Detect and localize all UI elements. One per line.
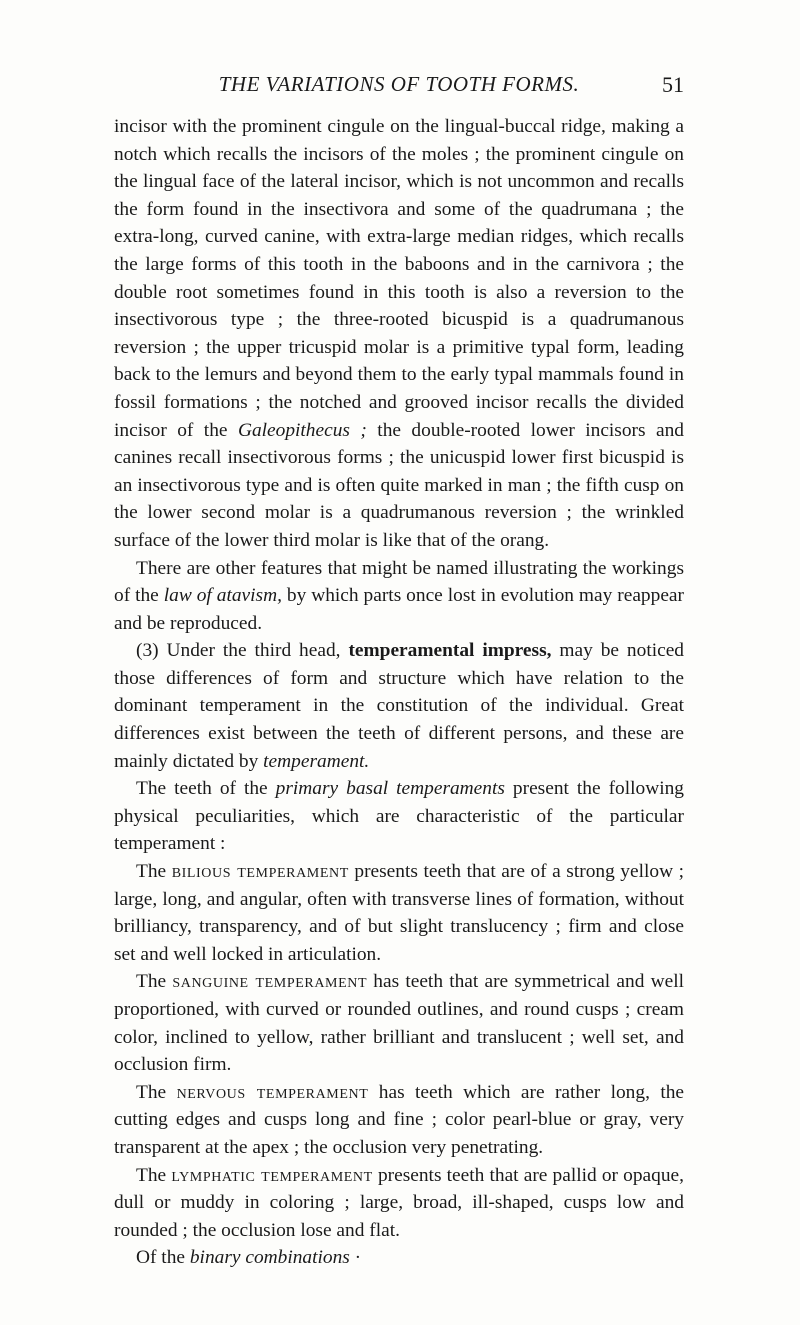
text-run: The <box>136 861 172 883</box>
running-head: THE VARIATIONS OF TOOTH FORMS. <box>218 72 580 96</box>
text-run: the double-rooted lower incisors and canines recall insectivorous forms ; the unicuspid lower first bicuspid is an insectivorous type and is often quite marked in man ; the fifth cusp on the lower second molar is a quadrumanous reversion ; the wrinkled surface of the lower third molar is like that of the orang. <box>114 419 684 551</box>
page-header <box>114 72 684 102</box>
paragraph <box>114 637 684 775</box>
paragraph <box>114 1162 684 1245</box>
paragraph <box>114 775 684 858</box>
small-caps-term: sanguine temperament <box>172 971 368 993</box>
paragraph <box>114 858 684 968</box>
text-run: by which parts once lost in evolution may reappear and be reproduced. <box>114 585 684 634</box>
text-run: presents teeth that are of a strong yellow ; large, long, and angular, often with transverse lines of formation, without brilliancy, transparency, and of but slight translucency ; firm and close set and well locked in articulation. <box>114 861 685 965</box>
small-caps-term: nervous temperament <box>176 1081 369 1103</box>
page-number: 51 <box>662 72 684 97</box>
text-run: may be noticed those differences of form and structure which have relation to the dominant temperament in the constitution of the individual. Great differences exist between the teeth of different persons, and these are mainly dictated by <box>114 640 685 772</box>
italic-term: primary basal temperaments <box>275 778 505 800</box>
text-run: (3) Under the third head, <box>136 640 349 662</box>
text-run: Of the <box>136 1247 190 1269</box>
italic-term: temperament. <box>263 750 370 772</box>
bold-term: temperamental impress, <box>348 640 552 662</box>
paragraph <box>114 113 684 555</box>
text-run: incisor with the prominent cingule on the lingual-buccal ridge, making a notch which recalls the incisors of the moles ; the prominent cingule on the lingual face of the lateral incisor, which is not uncommon and recalls the form found in the insectivora and some of the quadrumana ; the extra-long, curved canine, with extra-large median ridges, which recalls the large forms of this tooth in the baboons and in the carnivora ; the double root sometimes found in this tooth is also a reversion to the insectivorous type ; the three-rooted bicuspid is a quadrumanous reversion ; the upper tricuspid molar is a primitive typal form, leading back to the lemurs and beyond them to the early typal mammals found in fossil formations ; the notched and grooved incisor recalls the divided incisor of the <box>114 116 684 441</box>
text-run: The <box>136 1164 172 1186</box>
italic-term: Galeopithecus ; <box>237 419 367 441</box>
text-run: presents teeth that are pallid or opaque, dull or muddy in coloring ; large, broad, ill-shaped, cusps low and rounded ; the occlusion lose and flat. <box>114 1164 685 1241</box>
text-run: has teeth that are symmetrical and well proportioned, with curved or rounded outlines, and round cusps ; cream color, inclined to yellow, rather brilliant and translucent ; well set, and occlusion firm. <box>114 971 684 1076</box>
text-run: The <box>136 1081 177 1103</box>
text-run: · <box>349 1247 362 1269</box>
body-text <box>114 113 684 1272</box>
paragraph <box>114 968 684 1078</box>
paragraph <box>114 1244 684 1272</box>
text-run: There are other features that might be named illustrating the workings of the <box>114 557 684 607</box>
small-caps-term: lymphatic temperament <box>171 1164 373 1186</box>
text-run: has teeth which are rather long, the cutting edges and cusps long and fine ; color pearl-blue or gray, very transparent at the apex ; the occlusion very penetrating. <box>114 1081 685 1158</box>
small-caps-term: bilious temperament <box>171 861 349 883</box>
text-run: The <box>136 971 173 993</box>
text-run: present the following physical peculiarities, which are characteristic of the particular temperament : <box>114 778 684 855</box>
italic-term: law of atavism, <box>163 585 282 607</box>
italic-term: binary combinations <box>189 1247 350 1269</box>
paragraph <box>114 555 684 638</box>
text-run: The teeth of the <box>136 778 276 800</box>
paragraph <box>114 1079 684 1162</box>
